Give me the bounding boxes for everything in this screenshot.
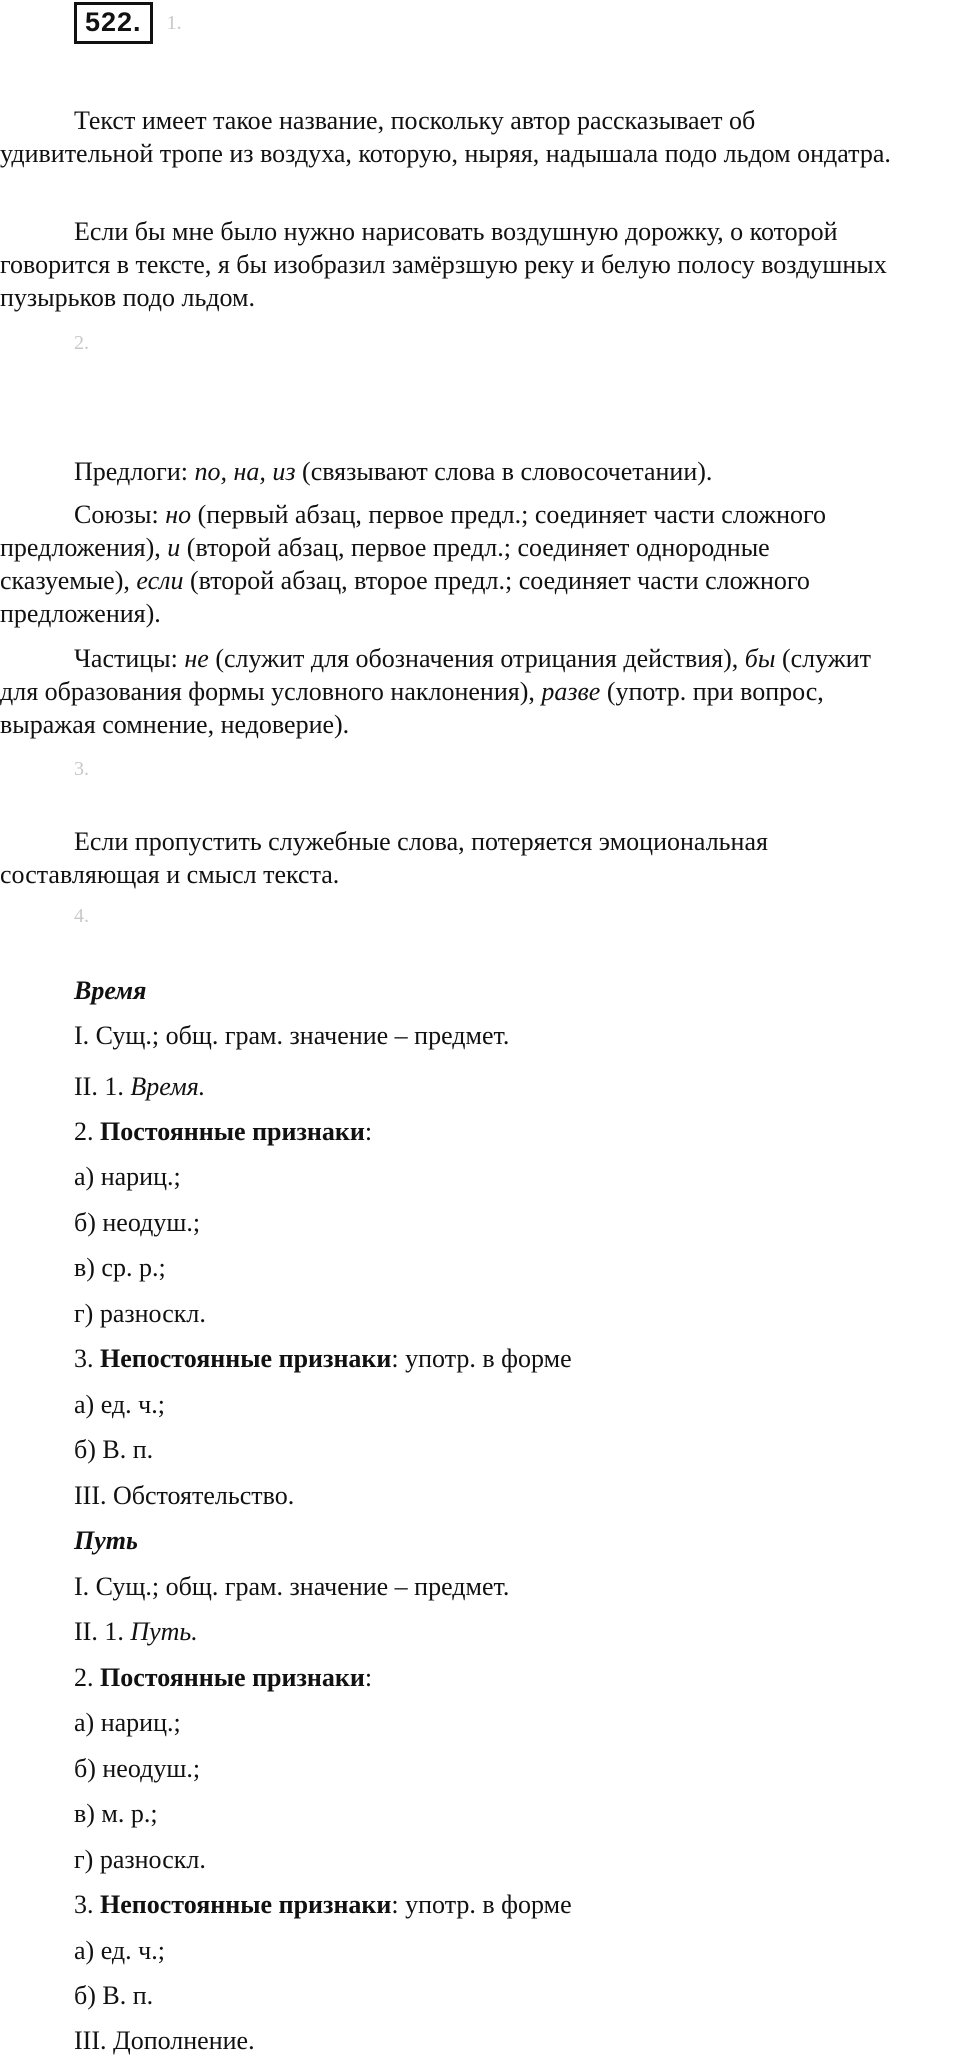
w2-constant-colon: : [364, 1663, 373, 1692]
w2-feature-e: а) ед. ч.; [74, 1936, 165, 1965]
w1-constant-colon: : [364, 1117, 373, 1146]
w1-line-initial-form [74, 1070, 205, 1103]
conjunction-text-2: (второй абзац, первое предл.; соединяет однородные сказуемые), [0, 533, 770, 595]
w1-line-part-of-speech: I. Сущ.; общ. грам. значение – предмет. [74, 1021, 510, 1050]
particle-text-1: (служит для обозначения отрицания действия), [208, 644, 745, 673]
particle-text-3: (употр. при вопрос, выражая сомнение, недоверие). [0, 677, 824, 739]
prepositions-text: (связывают слова в словосочетании). [295, 457, 713, 486]
w1-feature-d: г) разноскл. [74, 1299, 206, 1328]
conjunction-word-2: и [167, 533, 181, 562]
section-number-3: 3. [74, 758, 89, 780]
w2-feature-b: б) неодуш.; [74, 1754, 201, 1783]
particle-word-2: бы [744, 644, 776, 673]
w2-feature-f: б) В. п. [74, 1981, 154, 2010]
w2-variable-label: Непостоянные признаки [100, 1890, 392, 1919]
w1-feature-a: а) нариц.; [74, 1162, 181, 1191]
section-number-2: 2. [74, 332, 89, 354]
conjunction-word-3: если [136, 566, 184, 595]
w1-variable-num: 3. [74, 1344, 100, 1373]
conjunctions-label: Союзы: [74, 500, 166, 529]
w2-feature-c: в) м. р.; [74, 1799, 158, 1828]
prepositions-paragraph [0, 455, 900, 488]
particle-word-3: разве [541, 677, 601, 706]
w2-line-initial-form [74, 1615, 198, 1648]
w1-line-syntactic-role: III. Обстоятельство. [74, 1481, 295, 1510]
w2-constant-num: 2. [74, 1663, 100, 1692]
w2-initial-form-label: II. 1. [74, 1617, 131, 1646]
w1-constant-label: Постоянные признаки [100, 1117, 365, 1146]
section1-paragraph-1: Текст имеет такое название, поскольку автор рассказывает об удивительной тропе из воздуха, которую, ныряя, надышала подо льдом ондатра. [0, 106, 891, 168]
particles-label: Частицы: [74, 644, 185, 673]
conjunction-text-3: (второй абзац, второе предл.; соединяет части сложного предложения). [0, 566, 810, 628]
section-number-4: 4. [74, 905, 89, 927]
w2-line-part-of-speech: I. Сущ.; общ. грам. значение – предмет. [74, 1572, 510, 1601]
w2-initial-form-word: Путь. [130, 1617, 198, 1646]
w2-line-syntactic-role: III. Дополнение. [74, 2026, 255, 2055]
exercise-number-badge: 522. [74, 2, 153, 44]
conjunctions-paragraph [0, 498, 900, 630]
word-analysis-title-1: Время [74, 976, 147, 1005]
section3-paragraph: Если пропустить служебные слова, потеряется эмоциональная составляющая и смысл текста. [0, 827, 768, 889]
w2-constant-label: Постоянные признаки [100, 1663, 365, 1692]
conjunction-word-1: но [165, 500, 192, 529]
w2-line-variable-features [74, 1888, 572, 1921]
prepositions-words: по, на, из [194, 457, 296, 486]
w2-line-constant-features [74, 1661, 372, 1694]
particle-word-1: не [184, 644, 209, 673]
w1-line-variable-features [74, 1342, 572, 1375]
prepositions-label: Предлоги: [74, 457, 195, 486]
w1-line-constant-features [74, 1115, 372, 1148]
particles-paragraph [0, 642, 900, 741]
w1-feature-b: б) неодуш.; [74, 1208, 201, 1237]
w2-feature-a: а) нариц.; [74, 1708, 181, 1737]
w1-variable-text: : употр. в форме [391, 1344, 572, 1373]
exercise-header [74, 2, 182, 44]
w1-initial-form-word: Время. [130, 1072, 206, 1101]
w1-feature-f: б) В. п. [74, 1435, 154, 1464]
word-analysis-title-2: Путь [74, 1526, 138, 1555]
w1-constant-num: 2. [74, 1117, 100, 1146]
w2-feature-d: г) разноскл. [74, 1845, 206, 1874]
w1-feature-e: а) ед. ч.; [74, 1390, 165, 1419]
conjunction-text-1: (первый абзац, первое предл.; соединяет части сложного предложения), [0, 500, 827, 562]
w1-variable-label: Непостоянные признаки [100, 1344, 392, 1373]
w1-initial-form-label: II. 1. [74, 1072, 131, 1101]
section-number-1: 1. [166, 11, 182, 34]
particle-text-2: (служит для образования формы условного наклонения), [0, 644, 872, 706]
w2-variable-text: : употр. в форме [391, 1890, 572, 1919]
w1-feature-c: в) ср. р.; [74, 1253, 166, 1282]
w2-variable-num: 3. [74, 1890, 100, 1919]
section1-paragraph-2: Если бы мне было нужно нарисовать воздушную дорожку, о которой говорится в тексте, я бы изобразил замёрзшую реку и белую полосу воздушных пузырьков подо льдом. [0, 217, 887, 312]
